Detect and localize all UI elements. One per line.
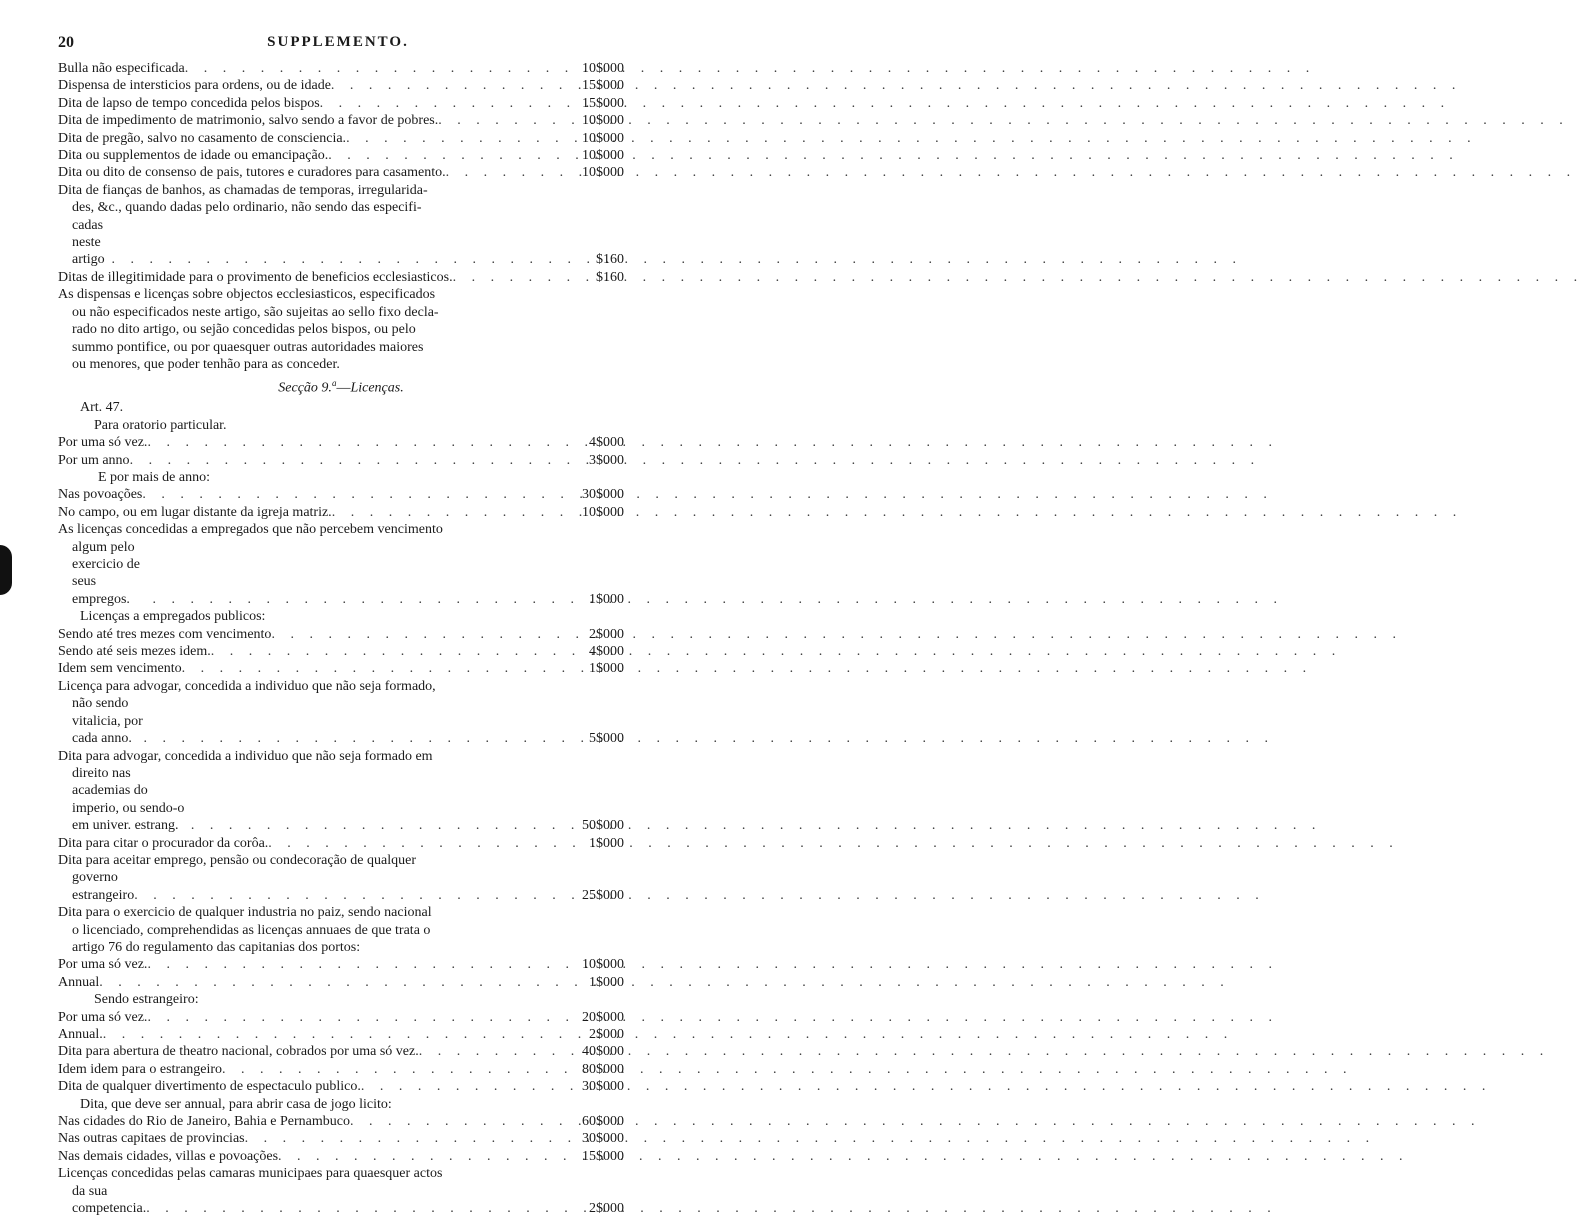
paragraph-line: ou menores, que poder tenhão para as conceder. [72,356,340,372]
tariff-row [58,626,624,643]
tariff-row [58,695,624,747]
paragraph-line: Dita para o exercicio de qualquer industria no paiz, sendo nacional [58,905,432,921]
dot-leader [103,1026,560,1043]
row-value: 10$000 [582,148,624,164]
paragraph-line: artigo 76 do regulamento das capitanias dos portos: [72,939,361,955]
row-value: 10$000 [582,957,624,973]
row-value: 40$000 [582,1044,624,1060]
page-number: 20 [58,34,74,51]
dot-leader [278,1148,560,1165]
row-value: 15$000 [582,95,624,111]
dot-leader [438,112,560,129]
row-text: Bulla não especificada [58,61,185,76]
paragraph-line: rado no dito artigo, ou sejão concedidas pelos bispos, ou pelo [72,322,416,338]
document-page [0,0,736,1217]
dot-leader [361,1078,560,1095]
section-subtitle: Licenças. [350,380,404,396]
row-value: 30$000 [582,1131,624,1147]
row-value: 3$000 [589,452,624,468]
tariff-row [58,643,624,660]
dot-leader [99,974,560,991]
row-text: Dita de impedimento de matrimonio, salvo sendo a favor de pobres. [58,113,439,129]
row-value: 10$000 [582,61,624,76]
dot-leader [331,77,560,94]
row-text: Sendo até seis mezes idem. [58,644,211,660]
tariff-entry-multiline [58,1165,624,1217]
paragraph-line: As dispensas e licenças sobre objectos ecclesiasticos, especificados [58,287,436,303]
dot-leader [211,643,560,660]
row-text: Idem sem vencimento [58,661,182,677]
row-text: algum pelo exercicio de seus empregos. [72,539,141,607]
dispensas-paragraph [58,286,624,373]
row-value: 10$000 [582,165,624,181]
dot-leader [146,1200,560,1217]
dot-leader [191,817,560,834]
dot-leader [185,60,560,77]
section-number: Secção 9. [278,380,332,396]
entry-line: As licenças concedidas a empregados que não percebem vencimento [58,522,443,538]
tariff-row [58,1183,624,1217]
tariff-row [58,164,624,181]
row-value: 25$000 [582,887,624,903]
paragraph-line: ou não especificados neste artigo, são sujeitas ao sello fixo decla- [72,304,439,320]
subheading: Sendo estrangeiro: [94,992,199,1008]
tariff-row [58,1009,624,1026]
dot-leader [268,835,560,852]
tariff-entry-multiline [58,182,624,269]
row-text: Dita de qualquer divertimento de espectaculo publico. [58,1079,361,1095]
row-value: $160 [596,252,624,268]
row-text: Por um anno [58,452,130,468]
tariff-row [58,95,624,112]
tariff-row [58,539,624,609]
dot-leader [134,887,560,904]
row-value: 2$000 [589,1201,624,1217]
dot-leader [142,486,560,503]
tariff-row [58,217,624,269]
row-value: $160 [596,269,624,285]
paragraph-line: o licenciado, comprehendidas as licenças annuaes de que trata o [72,922,431,938]
tariff-row [58,1026,624,1043]
tariff-row [58,1043,624,1060]
tariff-entry-multiline [58,852,624,904]
tariff-entry-multiline [58,521,624,608]
tariff-row [58,77,624,94]
row-value: 2$000 [589,1027,624,1042]
row-text: Dita de pregão, salvo no casamento de consciencia. [58,130,347,146]
tariff-row [58,765,624,835]
entry-line: Licenças concedidas pelas camaras municipaes para quaesquer actos [58,1166,443,1182]
row-text: Dita ou supplementos de idade ou emancipação. [58,148,329,164]
tariff-row [58,434,624,451]
entry-line: des, &c., quando dadas pelo ordinario, não sendo das especifi- [72,200,422,216]
subheading: E por mais de anno: [98,470,210,485]
tariff-row [58,1130,624,1147]
entry-line: Dita para aceitar emprego, pensão ou condecoração de qualquer [58,852,416,868]
row-value: 1$000 [589,661,624,677]
tariff-row [58,112,624,129]
row-value: 50$000 [582,818,624,834]
row-value: 15$000 [582,1148,624,1164]
dot-leader [419,1043,560,1060]
dot-leader [182,660,560,677]
dot-leader [350,1113,560,1130]
row-value: 20$000 [582,1009,624,1025]
row-text: Por uma só vez. [58,435,148,451]
row-value: 10$000 [582,130,624,146]
row-text: Ditas de illegitimidade para o provimento de beneficios ecclesiasticos. [58,269,453,285]
dot-leader [147,434,560,451]
row-text: da sua competencia. [72,1183,147,1217]
dot-leader [147,1009,560,1026]
dot-leader [453,269,560,286]
section-ordinal: a [331,378,337,389]
dot-leader [245,1130,560,1147]
section-dash: — [336,380,351,396]
dot-leader [332,504,560,521]
entry-line: Licença para advogar, concedida a individuo que não seja formado, [58,678,436,694]
tariff-row [58,269,624,286]
row-text: Dispensa de intersticios para ordens, ou de idade [58,78,331,94]
dot-leader [346,130,560,147]
row-text: Por uma só vez. [58,957,148,973]
dot-leader [143,730,560,747]
row-text: Annual. [58,1027,103,1042]
row-value: 2$000 [589,626,624,642]
row-value: 5$000 [589,731,624,747]
tariff-entry-multiline [58,748,624,835]
dot-leader [271,626,560,643]
entry-line: Dita de fianças de banhos, as chamadas de temporas, irregularida- [58,182,428,198]
row-value: 4$000 [589,435,624,451]
tariff-row [58,1078,624,1095]
row-text: Nas demais cidades, villas e povoações [58,1148,279,1164]
industria-paragraph [58,904,624,956]
row-text: Nas povoações [58,487,143,503]
row-text: Dita de lapso de tempo concedida pelos bispos [58,95,320,111]
row-text: governo estrangeiro [72,870,135,903]
row-value: 15$000 [582,78,624,94]
tariff-row [58,1148,624,1165]
row-text: Dita ou dito de consenso de pais, tutores e curadores para casamento. [58,165,446,181]
tariff-row [58,835,624,852]
row-value: 30$000 [582,487,624,503]
row-value: 1$000 [589,591,624,607]
subheading: Dita, que deve ser annual, para abrir casa de jogo licito: [80,1096,392,1112]
row-value: 4$000 [589,644,624,660]
tariff-row [58,660,624,677]
page-header [58,32,618,56]
subheading: Para oratorio particular. [94,417,227,433]
tariff-row [58,504,624,521]
article-number: Art. 47. [80,400,124,416]
row-text: Annual [58,974,100,990]
row-text: Nas outras capitaes de provincias [58,1131,245,1147]
row-text: Por uma só vez. [58,1009,148,1025]
dot-leader [222,1061,560,1078]
dot-leader [130,452,560,469]
row-text: Idem idem para o estrangeiro [58,1061,223,1077]
section-title [58,375,624,397]
tariff-row [58,147,624,164]
dot-leader [446,164,560,181]
dot-leader [152,591,560,608]
tariff-row [58,974,624,991]
row-text: não sendo vitalicia, por cada anno. [72,696,143,747]
tariff-row [58,452,624,469]
row-text: Sendo até tres mezes com vencimento [58,626,272,642]
page-body [58,60,624,1217]
row-value: 30$000 [582,1079,624,1095]
tariff-row [58,130,624,147]
row-value: 1$000 [589,974,624,990]
subheading: Licenças a empregados publicos: [80,609,266,625]
row-text: direito nas academias do imperio, ou sendo-o em univer. estrang. [72,765,185,834]
tariff-row [58,486,624,503]
row-text: Dita para abertura de theatro nacional, cobrados por uma só vez. [58,1044,419,1060]
dot-leader [147,956,560,973]
tariff-row [58,956,624,973]
row-text: Nas cidades do Rio de Janeiro, Bahia e Pernambuco [58,1114,350,1130]
row-value: 1$000 [589,835,624,851]
dot-leader [328,147,560,164]
row-value: 10$000 [582,504,624,520]
tariff-row [58,1061,624,1078]
row-text: No campo, ou em lugar distante da igreja matriz. [58,504,332,520]
paragraph-line: summo pontifice, ou por quaesquer outras autoridades maiores [72,339,424,355]
row-value: 10$000 [582,113,624,129]
row-text: Dita para citar o procurador da corôa. [58,835,269,851]
running-head: SUPPLEMENTO. [267,34,409,50]
row-value: 60$000 [582,1114,624,1130]
tariff-row [58,1113,624,1130]
tariff-row [58,869,624,904]
dot-leader [320,95,560,112]
tariff-row [58,60,624,77]
row-text: cadas neste artigo [72,217,105,268]
dot-leader [111,251,560,268]
tariff-entry-multiline [58,678,624,748]
row-value: 80$000 [582,1061,624,1077]
binding-shadow [0,545,12,595]
entry-line: Dita para advogar, concedida a individuo que não seja formado em [58,748,433,764]
